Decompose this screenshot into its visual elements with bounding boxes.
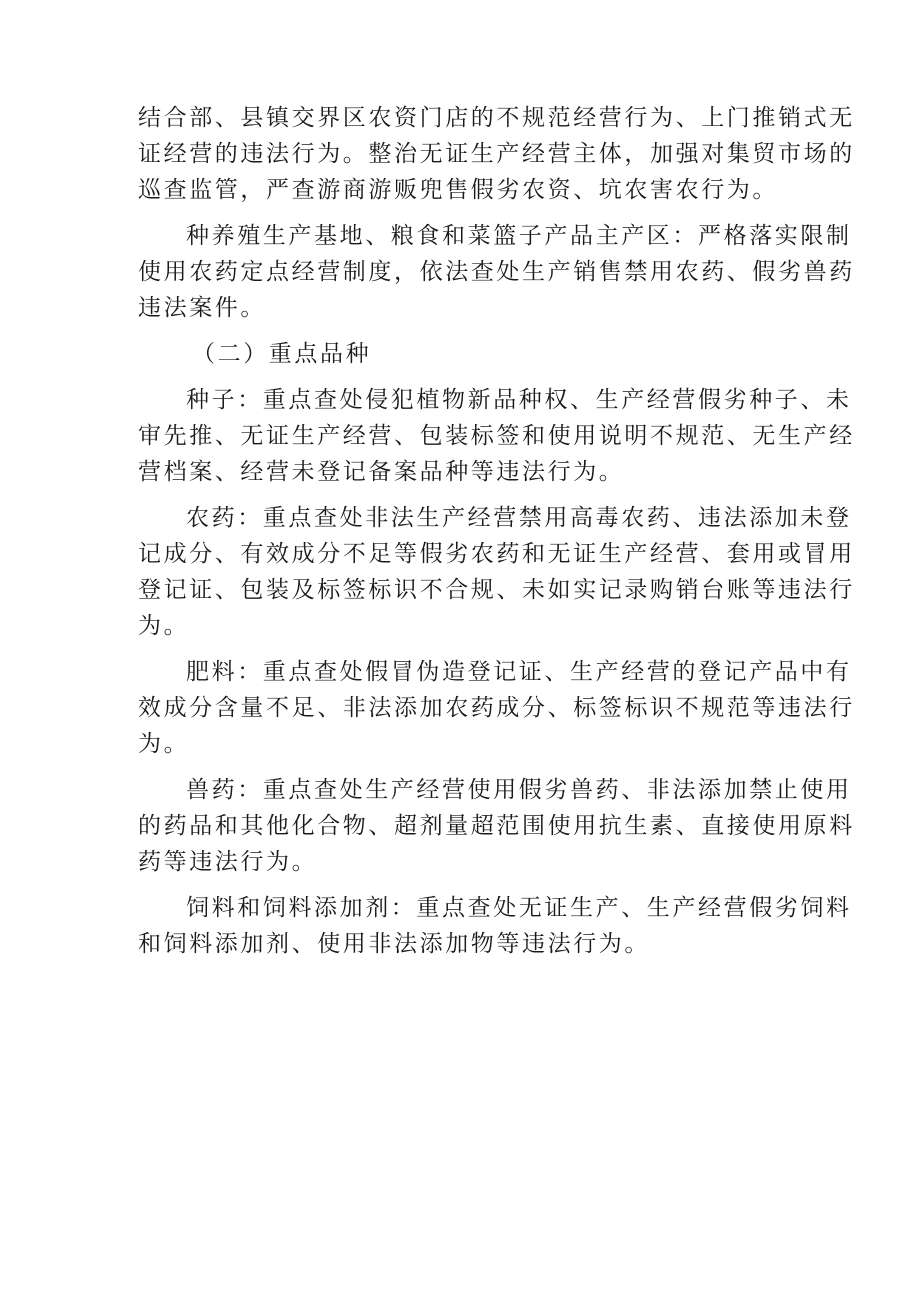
text-line: 为。	[138, 731, 190, 757]
paragraph-pesticides	[138, 500, 855, 644]
text-line: 饲料和饲料添加剂：重点查处无证生产、生产经营假劣饲料	[186, 895, 852, 921]
text-line: 使用农药定点经营制度，依法查处生产销售禁用农药、假劣兽药	[138, 259, 855, 285]
text-line: 兽药：重点查处生产经营使用假劣兽药、非法添加禁止使用	[186, 777, 852, 803]
text-line: 审先推、无证生产经营、包装标签和使用说明不规范、无生产经	[138, 423, 855, 449]
text-line: 和饲料添加剂、使用非法添加物等违法行为。	[138, 931, 650, 957]
text-line: 药等违法行为。	[138, 849, 318, 875]
text-line: 结合部、县镇交界区农资门店的不规范经营行为、上门推销式无	[138, 105, 855, 131]
text-line: 营档案、经营未登记备案品种等违法行为。	[138, 459, 625, 485]
paragraph-veterinary-drugs	[138, 772, 855, 880]
text-line: 种养殖生产基地、粮食和菜篮子产品主产区：严格落实限制	[186, 223, 852, 249]
text-line: 农药：重点查处非法生产经营禁用高毒农药、违法添加未登	[186, 505, 852, 531]
paragraph-fertilizers	[138, 654, 855, 762]
paragraph-feed	[138, 890, 852, 962]
section-heading	[138, 336, 788, 372]
text-line: 违法案件。	[138, 295, 266, 321]
text-line: 登记证、包装及标签标识不合规、未如实记录购销台账等违法行	[138, 577, 855, 603]
text-line: 记成分、有效成分不足等假劣农药和无证生产经营、套用或冒用	[138, 541, 855, 567]
document-body	[138, 100, 855, 972]
heading-text: （二）重点品种	[192, 341, 372, 367]
paragraph-production-bases	[138, 218, 855, 326]
text-line: 肥料：重点查处假冒伪造登记证、生产经营的登记产品中有	[186, 659, 852, 685]
text-line: 巡查监管，严查游商游贩兜售假劣农资、坑农害农行为。	[138, 177, 778, 203]
paragraph-rural-outlets	[138, 100, 855, 208]
text-line: 种子：重点查处侵犯植物新品种权、生产经营假劣种子、未	[186, 387, 852, 413]
text-line: 为。	[138, 613, 190, 639]
text-line: 效成分含量不足、非法添加农药成分、标签标识不规范等违法行	[138, 695, 855, 721]
text-line: 的药品和其他化合物、超剂量超范围使用抗生素、直接使用原料	[138, 813, 855, 839]
text-line: 证经营的违法行为。整治无证生产经营主体，加强对集贸市场的	[138, 141, 855, 167]
paragraph-seeds	[138, 382, 855, 490]
